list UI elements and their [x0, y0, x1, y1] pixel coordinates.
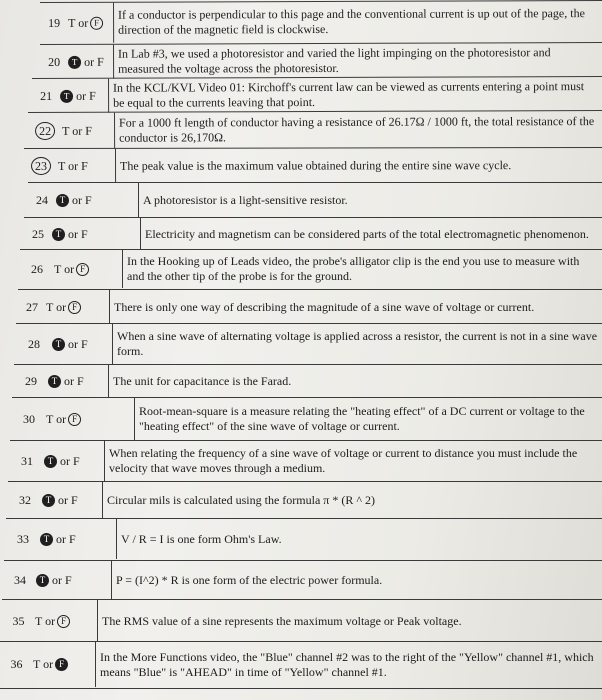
question-text: In the KCL/KVL Video 01: Kirchoff's current law can be viewed as currents entering a point must be equal to the currents leaving that point.: [108, 77, 602, 113]
question-row: [4, 560, 602, 599]
question-number: 30: [23, 411, 35, 426]
question-number: 22: [28, 123, 62, 138]
true-false-choice[interactable]: T or F: [36, 573, 111, 588]
true-false-choice[interactable]: T or F: [40, 532, 116, 547]
question-number: 23: [24, 158, 58, 173]
true-false-choice[interactable]: T or F: [62, 123, 92, 138]
true-false-choice[interactable]: T or F: [60, 88, 108, 103]
question-row: [6, 518, 602, 559]
circled-answer-mark: F: [68, 301, 81, 314]
question-row: [20, 249, 602, 288]
true-false-choice[interactable]: T or F: [54, 262, 122, 277]
circled-answer-mark: T: [52, 228, 65, 241]
question-number: 34: [14, 572, 26, 587]
question-text: In the More Functions video, the "Blue" channel #2 was to the right of the "Yellow" channel #1, which means "Blue" is "AHEAD" in time of "Yellow" channel #1.: [95, 642, 602, 687]
circled-answer-mark: F: [57, 615, 70, 628]
true-false-choice[interactable]: T or F: [52, 337, 112, 352]
circled-answer-mark: T: [36, 574, 49, 587]
question-number: 20: [48, 54, 61, 69]
question-text: The unit for capacitance is the Farad.: [108, 365, 602, 397]
question-row: [2, 599, 602, 642]
circled-answer-mark: F: [76, 263, 89, 276]
circled-answer-mark: T: [48, 375, 61, 388]
question-number: 19: [48, 15, 61, 30]
circled-answer-mark: T: [60, 89, 73, 102]
question-number: 36: [10, 657, 23, 671]
true-false-choice[interactable]: T or F: [58, 158, 88, 173]
question-number: 33: [17, 531, 29, 546]
question-number: 24: [36, 192, 48, 207]
question-text: Electricity and magnetism can be considered parts of the total electromagnetic phenomenon.: [140, 218, 602, 250]
question-number: 35: [12, 613, 25, 628]
question-row: [40, 42, 602, 79]
circled-answer-mark: T: [40, 533, 53, 546]
question-number: 29: [25, 373, 37, 388]
circled-answer-mark: T: [56, 194, 69, 207]
true-false-choice[interactable]: T or F: [56, 193, 138, 208]
question-row: [40, 0, 602, 43]
question-text: In the Hooking up of Leads video, the probe's alligator clip is the end you use to measure with and the other tip of the probe is for the ground.: [122, 250, 602, 288]
question-number: 28: [28, 336, 40, 351]
question-text: P = (I^2) * R is one form of the electric power formula.: [111, 561, 602, 599]
question-text: Circular mils is calculated using the formula π * (R ^ 2): [102, 482, 602, 518]
question-text: Root-mean-square is a measure relating the "heating effect" of a DC current or voltage to the "heating effect" of the sine wave of voltage or current.: [134, 398, 602, 440]
question-row: [28, 182, 602, 217]
question-text: There is only one way of describing the magnitude of a sine wave of voltage or current.: [109, 290, 602, 324]
question-row: [0, 641, 602, 687]
true-false-choice[interactable]: T or F: [44, 454, 104, 469]
bottom-rule: [0, 688, 602, 689]
question-row: [16, 323, 602, 364]
question-number: 26: [31, 261, 43, 276]
question-number: 31: [21, 453, 33, 468]
question-row: [18, 289, 602, 324]
question-row: [32, 76, 602, 113]
true-false-choice[interactable]: T or F: [46, 412, 134, 427]
true-false-choice[interactable]: T or F: [33, 657, 95, 672]
circled-answer-mark: T: [42, 494, 55, 507]
question-text: A photoresistor is a light-sensitive resistor.: [138, 183, 602, 217]
question-row: [14, 364, 602, 397]
circled-answer-mark: T: [44, 455, 57, 468]
true-false-choice[interactable]: T or F: [48, 374, 108, 389]
circled-answer-mark: T: [52, 338, 65, 351]
question-text: The RMS value of a sine represents the maximum voltage or Peak voltage.: [97, 600, 602, 642]
question-row: [12, 397, 602, 440]
question-row: [24, 147, 602, 183]
question-row: [10, 440, 602, 481]
circled-answer-mark: T: [68, 55, 81, 68]
true-false-choice[interactable]: T or F: [42, 493, 102, 508]
true-false-choice[interactable]: T or F: [35, 614, 97, 629]
question-number: 27: [26, 299, 38, 314]
question-text: The peak value is the maximum value obtained during the entire sine wave cycle.: [115, 148, 602, 183]
circled-answer-mark: F: [55, 658, 68, 671]
question-row: [24, 217, 602, 250]
question-number: 25: [32, 226, 44, 241]
true-false-choice[interactable]: T or F: [46, 300, 109, 315]
question-text: In Lab #3, we used a photoresistor and varied the light impinging on the photoresistor and measured the voltage across the photoresistor.: [113, 43, 602, 79]
question-row: [28, 110, 602, 149]
question-number: 32: [19, 492, 31, 507]
circled-answer-mark: F: [68, 413, 81, 426]
question-text: When relating the frequency of a sine wave of voltage or current to distance you must include the velocity that wave moves through a medium.: [104, 441, 602, 481]
question-text: If a conductor is perpendicular to this page and the conventional current is up out of the page, the direction of the magnetic field is clockwise.: [113, 1, 602, 43]
question-number: 21: [40, 88, 53, 103]
true-false-choice[interactable]: T or F: [68, 54, 113, 69]
question-text: When a sine wave of alternating voltage is applied across a resistor, the current is not in a sine wave form.: [112, 324, 602, 364]
true-false-choice[interactable]: T or F: [52, 227, 140, 242]
question-text: For a 1000 ft length of conductor having a resistance of 26.17Ω / 1000 ft, the total resistance of the conductor is 26,170Ω.: [114, 111, 602, 149]
true-false-choice[interactable]: T or F: [68, 15, 113, 30]
circled-answer-mark: F: [90, 16, 103, 29]
question-row: [8, 481, 602, 518]
question-text: V / R = I is one form Ohm's Law.: [116, 519, 602, 559]
